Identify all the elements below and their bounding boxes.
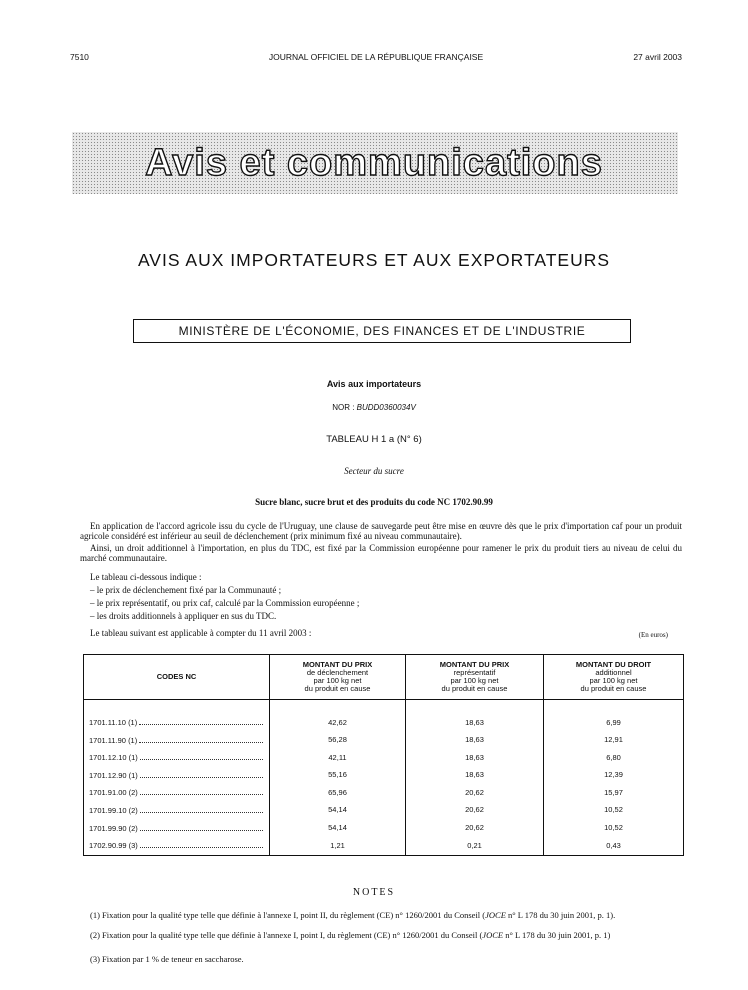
issue-date: 27 avril 2003 (633, 52, 682, 62)
table-row (84, 767, 684, 785)
cell-representative: 18,63 (406, 767, 544, 785)
cell-representative: 18,63 (406, 714, 544, 732)
list-item: – le prix représentatif, ou prix caf, calculé par la Commission européenne ; (90, 598, 360, 608)
cell-duty: 10,52 (544, 820, 684, 838)
cell-representative: 20,62 (406, 820, 544, 838)
notice-title: Avis aux importateurs (326, 379, 422, 389)
running-header (70, 52, 682, 66)
banner-title: Avis et communications (145, 142, 603, 184)
cell-trigger: 42,62 (270, 714, 406, 732)
paragraph-1: En application de l'accord agricole issu du cycle de l'Uruguay, une clause de sauvegarde peut être mise en œuvre dès que le prix d'importation caf pour un produit agricole considéré est inférieur au seuil de déclenchement (prix minimum fixé au niveau communautaire). (80, 521, 682, 541)
cell-code: 1701.99.90 (2) (84, 820, 270, 838)
duties-table (83, 654, 684, 856)
cell-code: 1701.11.90 (1) (84, 732, 270, 750)
header-representative-price: MONTANT DU PRIX représentatif par 100 kg net du produit en cause (406, 655, 544, 700)
cell-trigger: 56,28 (270, 732, 406, 750)
nor-code: BUDD0360034V (356, 403, 416, 412)
ministry-box: MINISTÈRE DE L'ÉCONOMIE, DES FINANCES ET DE L'INDUSTRIE (133, 319, 631, 343)
table-row (84, 749, 684, 767)
cell-representative: 0,21 (406, 837, 544, 855)
journal-title: JOURNAL OFFICIEL DE LA RÉPUBLIQUE FRANÇAISE (268, 52, 484, 62)
cell-representative: 20,62 (406, 784, 544, 802)
sector-label: Secteur du sucre (344, 466, 404, 476)
nor-reference (0, 403, 748, 412)
cell-duty: 6,99 (544, 714, 684, 732)
table-row (84, 802, 684, 820)
page-number: 7510 (70, 52, 89, 62)
cell-trigger: 42,11 (270, 749, 406, 767)
cell-code: 1701.99.10 (2) (84, 802, 270, 820)
table-header-row (84, 655, 684, 700)
note-1: (1) Fixation pour la qualité type telle que définie à l'annexe I, point II, du règlement (CE) n° 1260/2001 du Conseil (JOCE n° L 178 du 30 juin 2001, p. 1). (90, 910, 616, 920)
notes-title: NOTES (352, 887, 396, 898)
product-heading: Sucre blanc, sucre brut et des produits du code NC 1702.90.99 (255, 497, 493, 507)
cell-trigger: 55,16 (270, 767, 406, 785)
list-item: – le prix de déclenchement fixé par la Communauté ; (90, 585, 282, 595)
indication-list (80, 571, 682, 623)
table-row (84, 837, 684, 855)
header-trigger-price: MONTANT DU PRIX de déclenchement par 100 kg net du produit en cause (270, 655, 406, 700)
cell-code: 1701.12.90 (1) (84, 767, 270, 785)
cell-code: 1701.12.10 (1) (84, 749, 270, 767)
currency-note: (En euros) (638, 631, 668, 639)
cell-duty: 12,39 (544, 767, 684, 785)
cell-duty: 6,80 (544, 749, 684, 767)
cell-duty: 15,97 (544, 784, 684, 802)
section-title: AVIS AUX IMPORTATEURS ET AUX EXPORTATEURS (137, 250, 611, 270)
nor-label: NOR : (332, 403, 357, 412)
cell-duty: 12,91 (544, 732, 684, 750)
cell-code: 1701.91.00 (2) (84, 784, 270, 802)
cell-representative: 18,63 (406, 732, 544, 750)
cell-trigger: 54,14 (270, 802, 406, 820)
header-additional-duty: MONTANT DU DROIT additionnel par 100 kg net du produit en cause (544, 655, 684, 700)
list-intro: Le tableau ci-dessous indique : (90, 572, 202, 582)
table-row (84, 732, 684, 750)
cell-code: 1701.11.10 (1) (84, 714, 270, 732)
cell-duty: 0,43 (544, 837, 684, 855)
cell-duty: 10,52 (544, 802, 684, 820)
table-spacer-row (84, 700, 684, 715)
table-row (84, 784, 684, 802)
note-3: (3) Fixation par 1 % de teneur en saccharose. (90, 954, 244, 964)
cell-trigger: 1,21 (270, 837, 406, 855)
cell-trigger: 65,96 (270, 784, 406, 802)
cell-representative: 18,63 (406, 749, 544, 767)
list-item: – les droits additionnels à appliquer en sus du TDC. (90, 611, 277, 621)
table-row (84, 714, 684, 732)
cell-code: 1702.90.99 (3) (84, 837, 270, 855)
note-2: (2) Fixation pour la qualité type telle que définie à l'annexe I, point I, du règlement (CE) n° 1260/2001 du Conseil (JOCE n° L 178 du 30 juin 2001, p. 1) (90, 930, 611, 940)
header-codes-nc: CODES NC (84, 655, 270, 700)
applicable-date-text: Le tableau suivant est applicable à compter du 11 avril 2003 : (90, 628, 312, 638)
cell-trigger: 54,14 (270, 820, 406, 838)
paragraph-2: Ainsi, un droit additionnel à l'importation, en plus du TDC, est fixé par la Commission européenne pour ramener le prix du produit tiers au niveau de celui du marché communautaire. (80, 543, 682, 563)
table-row (84, 820, 684, 838)
tableau-title: TABLEAU H 1 a (N° 6) (326, 434, 422, 445)
cell-representative: 20,62 (406, 802, 544, 820)
